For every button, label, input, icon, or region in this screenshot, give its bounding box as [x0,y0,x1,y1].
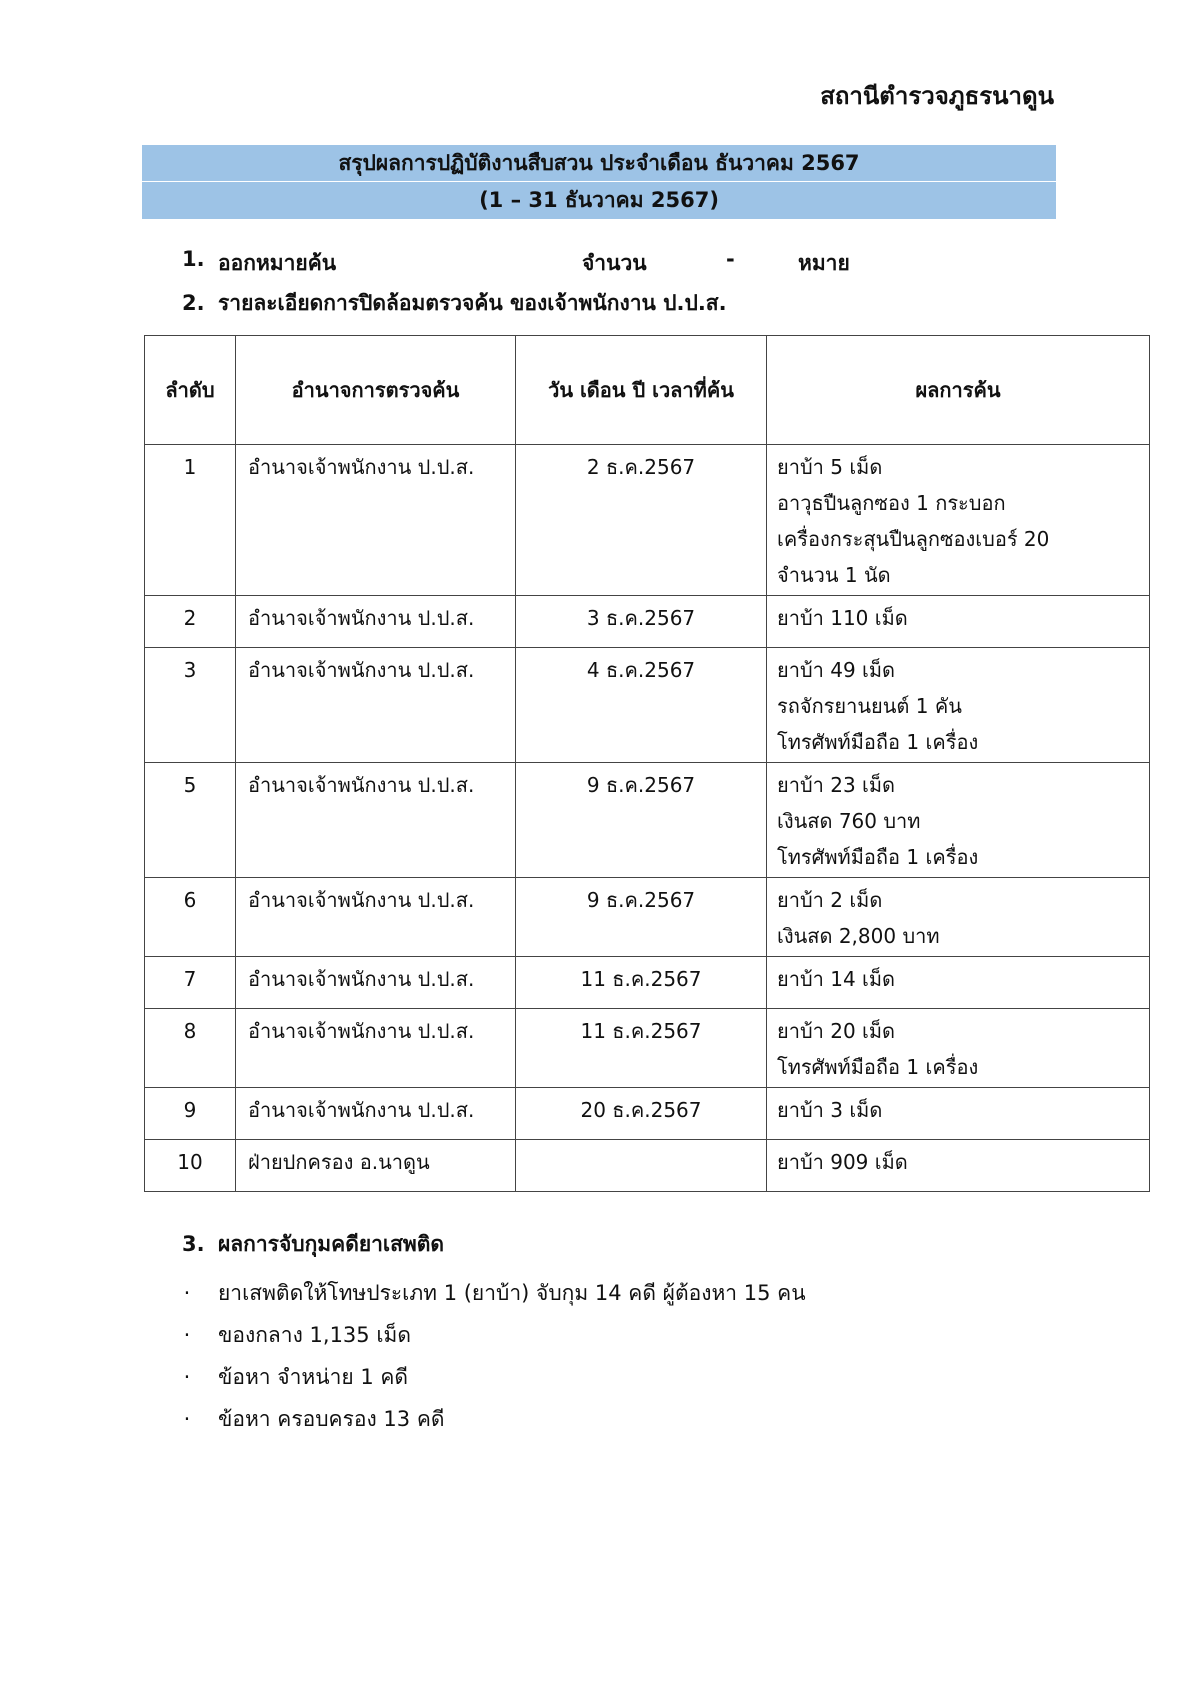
row-date: 2 ธ.ค.2567 [516,445,767,596]
list-item-text: ของกลาง 1,135 เม็ด [218,1323,411,1347]
row-number: 8 [145,1009,236,1088]
row-authority: อำนาจเจ้าพนักงาน ป.ป.ส. [236,1088,516,1140]
bullet-icon: · [183,1365,191,1389]
row-authority: อำนาจเจ้าพนักงาน ป.ป.ส. [236,445,516,596]
row-number: 1 [145,445,236,596]
list-item-text: ข้อหา ครอบครอง 13 คดี [218,1407,445,1431]
warrant-unit: หมาย [798,251,850,275]
result-line: ยาบ้า 49 เม็ด [777,658,896,682]
result-line: ยาบ้า 14 เม็ด [777,967,896,991]
result-line: ยาบ้า 3 เม็ด [777,1098,883,1122]
section-2-heading [182,287,727,320]
warrant-label: ออกหมายค้น [218,251,337,275]
result-line: ยาบ้า 23 เม็ด [777,773,896,797]
table-row [145,1009,1150,1088]
section-1-number: 1. [182,247,205,271]
list-item-text: ยาเสพติดให้โทษประเภท 1 (ยาบ้า) จับกุม 14 คดี ผู้ต้องหา 15 คน [218,1281,806,1305]
section-3-label: ผลการจับกุมคดียาเสพติด [218,1232,445,1256]
section-2-number: 2. [182,291,205,315]
row-results [767,648,1150,763]
station-name: สถานีตำรวจภูธรนาดูน [820,82,1054,110]
section-3-number: 3. [182,1232,205,1256]
result-line: โทรศัพท์มือถือ 1 เครื่อง [777,845,979,869]
result-line: เงินสด 2,800 บาท [777,924,940,948]
table-row [145,878,1150,957]
result-line: โทรศัพท์มือถือ 1 เครื่อง [777,730,979,754]
row-results [767,1088,1150,1140]
row-results [767,1140,1150,1192]
row-results [767,1009,1150,1088]
row-date [516,1140,767,1192]
section-3-heading [182,1228,444,1261]
table-header-row [145,336,1150,445]
result-line: ยาบ้า 5 เม็ด [777,455,883,479]
list-item-text: ข้อหา จำหน่าย 1 คดี [218,1365,409,1389]
row-date: 20 ธ.ค.2567 [516,1088,767,1140]
header-result: ผลการค้น [767,336,1150,445]
table-row [145,763,1150,878]
report-period: (1 – 31 ธันวาคม 2567) [142,181,1056,219]
row-authority: อำนาจเจ้าพนักงาน ป.ป.ส. [236,763,516,878]
header-date: วัน เดือน ปี เวลาที่ค้น [516,336,767,445]
row-number: 7 [145,957,236,1009]
bullet-icon: · [183,1281,191,1305]
table-row [145,957,1150,1009]
row-number: 9 [145,1088,236,1140]
row-number: 3 [145,648,236,763]
bullet-icon: · [183,1323,191,1347]
table-row [145,445,1150,596]
row-results [767,596,1150,648]
row-date: 9 ธ.ค.2567 [516,878,767,957]
row-authority: อำนาจเจ้าพนักงาน ป.ป.ส. [236,596,516,648]
search-results-table [144,335,1150,1192]
row-number: 10 [145,1140,236,1192]
table-row [145,648,1150,763]
result-line: รถจักรยานยนต์ 1 คัน [777,694,962,718]
row-date: 11 ธ.ค.2567 [516,1009,767,1088]
header-authority: อำนาจการตรวจค้น [236,336,516,445]
table-row [145,1088,1150,1140]
warrant-count-label: จำนวน [582,251,647,275]
row-authority: อำนาจเจ้าพนักงาน ป.ป.ส. [236,957,516,1009]
header-no: ลำดับ [145,336,236,445]
row-number: 2 [145,596,236,648]
row-authority: อำนาจเจ้าพนักงาน ป.ป.ส. [236,878,516,957]
row-number: 5 [145,763,236,878]
report-title: สรุปผลการปฏิบัติงานสืบสวน ประจำเดือน ธันวาคม 2567 [142,145,1056,181]
row-date: 9 ธ.ค.2567 [516,763,767,878]
row-date: 3 ธ.ค.2567 [516,596,767,648]
row-authority: อำนาจเจ้าพนักงาน ป.ป.ส. [236,648,516,763]
result-line: จำนวน 1 นัด [777,563,891,587]
result-line: ยาบ้า 110 เม็ด [777,606,908,630]
row-date: 4 ธ.ค.2567 [516,648,767,763]
bullet-icon: · [183,1407,191,1431]
result-line: ยาบ้า 20 เม็ด [777,1019,896,1043]
warrant-count-value: - [726,247,735,271]
row-results [767,957,1150,1009]
row-number: 6 [145,878,236,957]
row-results [767,763,1150,878]
result-line: เงินสด 760 บาท [777,809,921,833]
result-line: เครื่องกระสุนปืนลูกซองเบอร์ 20 [777,527,1050,551]
result-line: ยาบ้า 909 เม็ด [777,1150,908,1174]
result-line: ยาบ้า 2 เม็ด [777,888,883,912]
row-results [767,878,1150,957]
result-line: โทรศัพท์มือถือ 1 เครื่อง [777,1055,979,1079]
table-row [145,1140,1150,1192]
row-authority: อำนาจเจ้าพนักงาน ป.ป.ส. [236,1009,516,1088]
row-date: 11 ธ.ค.2567 [516,957,767,1009]
report-banner [142,145,1056,219]
table-row [145,596,1150,648]
result-line: อาวุธปืนลูกซอง 1 กระบอก [777,491,1006,515]
row-results [767,445,1150,596]
section-2-label: รายละเอียดการปิดล้อมตรวจค้น ของเจ้าพนักงาน ป.ป.ส. [218,291,727,315]
section-1-heading [182,247,218,271]
row-authority: ฝ่ายปกครอง อ.นาดูน [236,1140,516,1192]
